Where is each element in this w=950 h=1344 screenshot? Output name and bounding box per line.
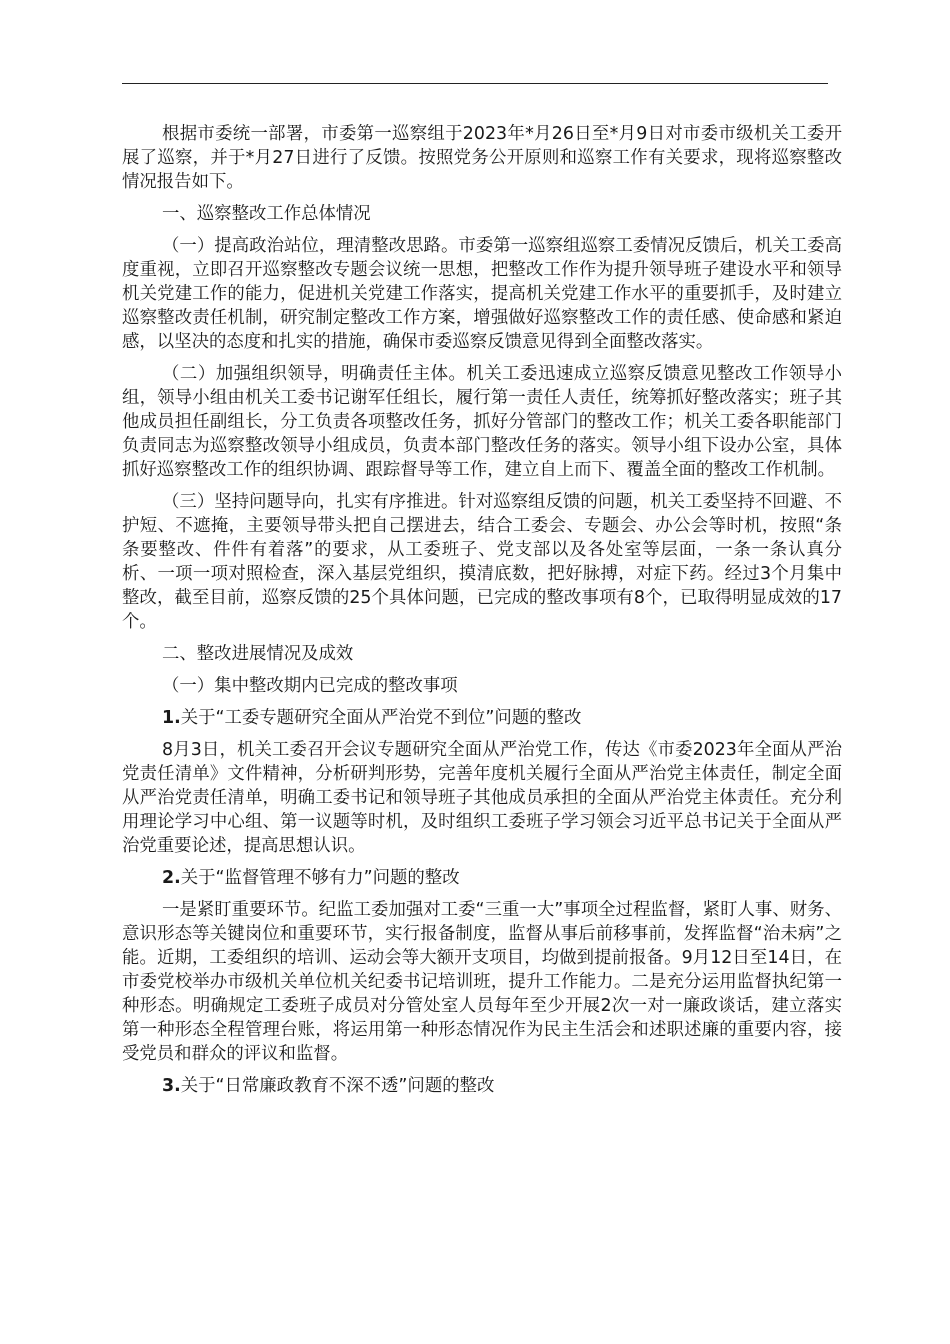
item-3-number: 3. (162, 1076, 181, 1096)
intro-paragraph: 根据市委统一部署，市委第一巡察组于2023年*月26日至*月9日对市委市级机关工委开展了巡察，并于*月27日进行了反馈。按照党务公开原则和巡察工作有关要求，现将巡察整改情况报告如下。 (122, 124, 842, 192)
item-2-number: 2. (162, 868, 181, 888)
section-1-paragraph-2: （二）加强组织领导，明确责任主体。机关工委迅速成立巡察反馈意见整改工作领导小组，领导小组由机关工委书记谢军任组长，履行第一责任人责任，统筹抓好整改落实；班子其他成员担任副组长，分工负责各项整改任务，抓好分管部门的整改工作；机关工委各职能部门负责同志为巡察整改领导小组成员，负责本部门整改任务的落实。领导小组下设办公室，具体抓好巡察整改工作的组织协调、跟踪督导等工作，建立自上而下、覆盖全面的整改工作机制。 (122, 364, 842, 480)
section-1-paragraph-3: （三）坚持问题导向，扎实有序推进。针对巡察组反馈的问题，机关工委坚持不回避、不护短、不遮掩，主要领导带头把自己摆进去，结合工委会、专题会、办公会等时机，按照“条条要整改、件件有着落”的要求，从工委班子、党支部以及各处室等层面，一条一条认真分析、一项一项对照检查，深入基层党组织，摸清底数，把好脉搏，对症下药。经过3个月集中整改，截至目前，巡察反馈的25个具体问题，已完成的整改事项有8个，已取得明显成效的17个。 (122, 492, 842, 632)
item-1-title (122, 706, 842, 730)
section-2-subheading-1: （一）集中整改期内已完成的整改事项 (162, 676, 458, 696)
item-1-number: 1. (162, 708, 181, 728)
header-rule (122, 83, 828, 84)
item-2-title-text: 关于“监督管理不够有力”问题的整改 (180, 868, 460, 888)
item-1-title-text: 关于“工委专题研究全面从严治党不到位”问题的整改 (180, 708, 582, 728)
section-1-paragraph-1: （一）提高政治站位，理清整改思路。市委第一巡察组巡察工委情况反馈后，机关工委高度重视，立即召开巡察整改专题会议统一思想，把整改工作作为提升领导班子建设水平和领导机关党建工作的能力，促进机关党建工作落实，提高机关党建工作水平的重要抓手，及时建立巡察整改责任机制，研究制定整改工作方案，增强做好巡察整改工作的责任感、使命感和紧迫感，以坚决的态度和扎实的措施，确保市委巡察反馈意见得到全面整改落实。 (122, 236, 842, 352)
item-3-title-text: 关于“日常廉政教育不深不透”问题的整改 (180, 1076, 495, 1096)
item-1-body: 8月3日，机关工委召开会议专题研究全面从严治党工作，传达《市委2023年全面从严治党责任清单》文件精神，分析研判形势，完善年度机关履行全面从严治党主体责任，制定全面从严治党责任清单，明确工委书记和领导班子其他成员承担的全面从严治党主体责任。充分利用理论学习中心组、第一议题等时机，及时组织工委班子学习领会习近平总书记关于全面从严治党重要论述，提高思想认识。 (122, 740, 842, 856)
section-1-heading: 一、巡察整改工作总体情况 (162, 204, 371, 224)
item-2-body: 一是紧盯重要环节。纪监工委加强对工委“三重一大”事项全过程监督，紧盯人事、财务、意识形态等关键岗位和重要环节，实行报备制度，监督从事后前移事前，发挥监督“治未病”之能。近期，工委组织的培训、运动会等大额开支项目，均做到提前报备。9月12日至14日，在市委党校举办市级机关单位机关纪委书记培训班，提升工作能力。二是充分运用监督执纪第一种形态。明确规定工委班子成员对分管处室人员每年至少开展2次一对一廉政谈话，建立落实第一种形态全程管理台账，将运用第一种形态情况作为民主生活会和述职述廉的重要内容，接受党员和群众的评议和监督。 (122, 900, 842, 1064)
item-2-title (122, 866, 842, 890)
item-3-title (122, 1074, 842, 1098)
document-body (122, 122, 842, 1106)
section-2-heading: 二、整改进展情况及成效 (162, 644, 354, 664)
